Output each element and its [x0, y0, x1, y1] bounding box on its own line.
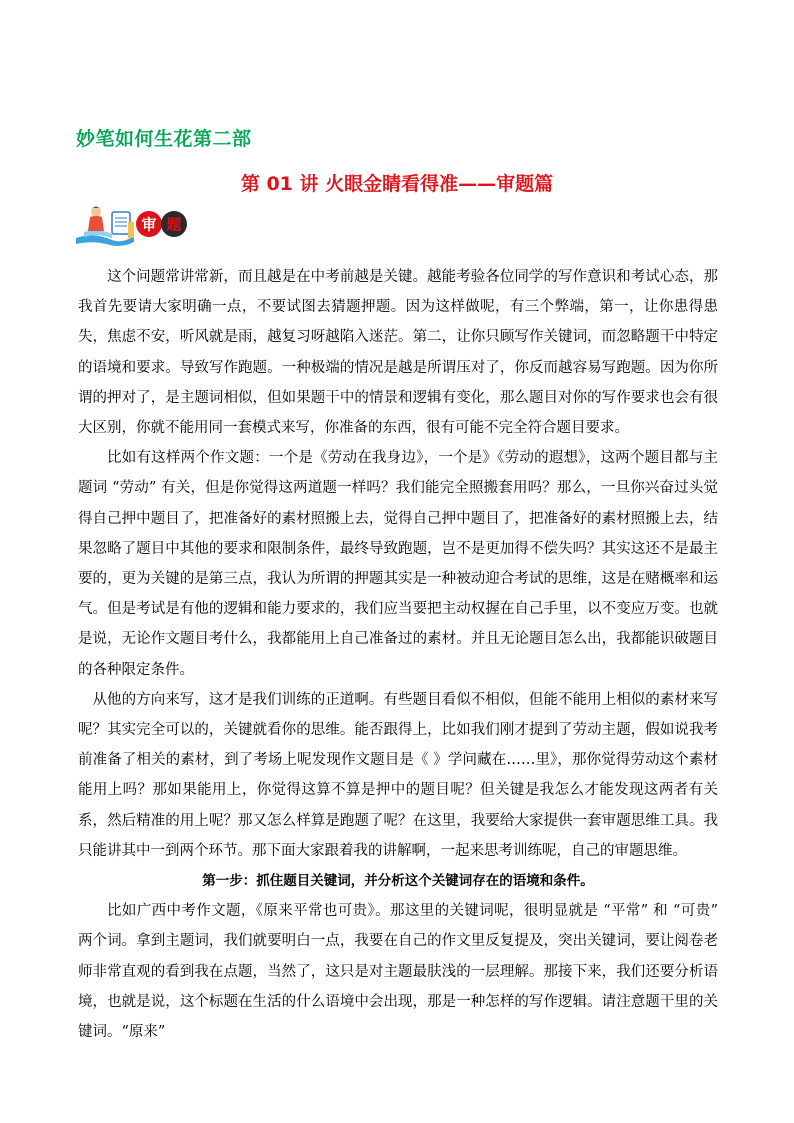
- body-text: [78, 262, 718, 1047]
- lecture-title: 第 01 讲 火眼金睛看得准——审题篇: [240, 173, 554, 195]
- paragraph-1: 这个问题常讲常新，而且越是在中考前越是关键。越能考验各位同学的写作意识和考试心态，那我首先要请大家明确一点，不要试图去猜题押题。因为这样做呢，有三个弊端，第一，让你患得患失，焦虑不安，听风就是雨，越复习呀越陷入迷茫。第二，让你只顾写作关键词，而忽略题干中特定的语境和要求。导致写作跑题。一种极端的情况是越是所谓压对了，你反而越容易写跑题。因为你所谓的押对了，是主题词相似，但如果题干中的情景和逻辑有变化，那么题目对你的写作要求也会有很大区别，你就不能用同一套模式来写，你准备的东西，很有可能不完全符合题目要求。: [78, 269, 718, 437]
- series-title: 妙笔如何生花第二部: [76, 128, 252, 150]
- paragraph-4: 比如广西中考作文题，《原来平常也可贵》。那这里的关键词呢，很明显就是 “平常” 和 “可贵” 两个词。拿到主题词，我们就要明白一点，我要在自己的作文里反复提及，突出关键词，要让阅卷老师非常直观的看到我在点题，当然了，这只是对主题最肤浅的一层理解。那接下来，我们还要分析语境，也就是说，这个标题在生活的什么语境中会出现，那是一种怎样的写作逻辑。请注意题干里的关键词。“原来”: [78, 903, 718, 1041]
- reading-student-icon: [76, 207, 134, 247]
- paragraph-3: 从他的方向来写，这才是我们训练的正道啊。有些题目看似不相似，但能不能用上相似的素材来写呢？其实完全可以的，关键就看你的思维。能否跟得上，比如我们刚才提到了劳动主题，假如说我考前准备了相关的素材，到了考场上呢发现作文题目是《 》学问藏在……里》，那你觉得劳动这个素材能用上吗？那如果能用上，你觉得这算不算是押中的题目呢？但关键是我怎么才能发现这两者有关系，然后精准的用上呢？那又怎么样算是跑题了呢？在这里，我要给大家提供一套审题思维工具。我只能讲其中一到两个环节。那下面大家跟着我的讲解啊，一起来思考训练呢，自己的审题思维。: [78, 691, 718, 859]
- badge-char-2: 题: [166, 215, 182, 234]
- paragraph-2: 比如有这样两个作文题：一个是《劳动在我身边》，一个是》《劳动的遐想》，这两个题目都与主题词 “劳动” 有关，但是你觉得这两道题一样吗？我们能完全照搬套用吗？那么，一旦你兴奋过头觉得自己押中题目了，把准备好的素材照搬上去，觉得自己押中题目了，把准备好的素材照搬上去，结果忽略了题目中其他的要求和限制条件，最终导致跑题，岂不是更加得不偿失吗？其实这还不是最主要的，更为关键的是第三点，我认为所谓的押题其实是一种被动迎合考试的思维，这是在赌概率和运气。但是考试是有他的逻辑和能力要求的，我们应当要把主动权握在自己手里，以不变应万变。也就是说，无论作文题目考什么，我都能用上自己准备过的素材。并且无论题目怎么出，我都能识破题目的各种限定条件。: [78, 450, 718, 678]
- step-one-heading: 第一步：抓住题目关键词，并分析这个关键词存在的语境和条件。: [202, 873, 594, 890]
- badge-char-1: 审: [141, 215, 157, 234]
- section-badge: [72, 202, 190, 248]
